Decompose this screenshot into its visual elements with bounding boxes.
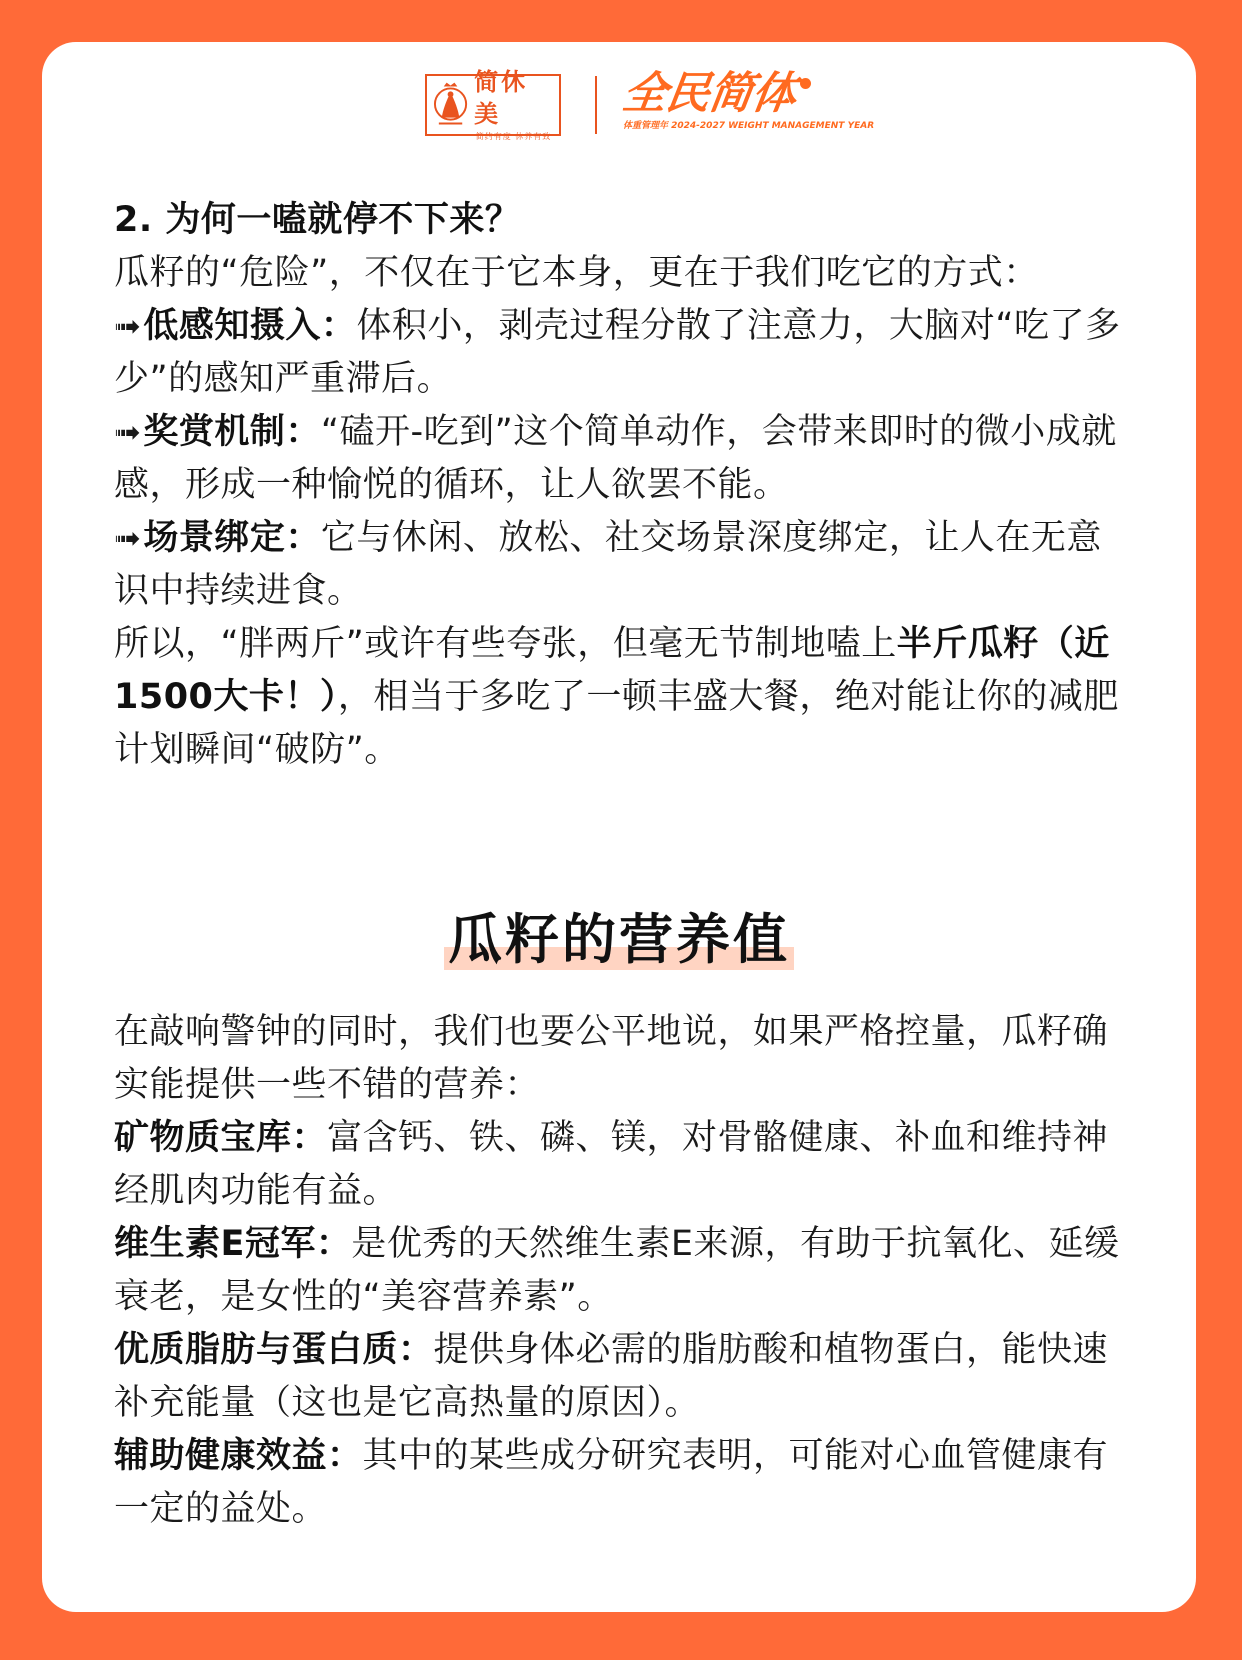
crown-emblem-icon <box>433 80 468 130</box>
list-item <box>114 406 1124 512</box>
logo-bar <box>42 67 1196 141</box>
list-item <box>114 1324 1124 1430</box>
item-text: 体积小，剥壳过程分散了注意力，大脑对“吃了多少”的感知严重滞后。 <box>114 306 1121 399</box>
arrow-right-icon: ➟ <box>114 307 142 345</box>
section-heading: 2. 为何一嗑就停不下来？ <box>114 200 521 240</box>
item-label: 矿物质宝库： <box>114 1118 328 1158</box>
item-label: 维生素E冠军： <box>114 1224 352 1264</box>
brand-a-slogan: 简约有度 休养有致 <box>475 132 552 141</box>
item-label: 优质脂肪与蛋白质： <box>114 1330 434 1370</box>
list-item <box>114 300 1124 406</box>
conclusion-paragraph: 所以，“胖两斤”或许有些夸张，但毫无节制地嗑上半斤瓜籽（近1500大卡！），相当于多吃了一顿丰盛大餐，绝对能让你的减肥计划瞬间“破防”。 <box>114 624 1119 770</box>
item-text: 提供身体必需的脂肪酸和植物蛋白，能快速补充能量（这也是它高热量的原因）。 <box>114 1330 1109 1423</box>
brand-a-name: 简休美 <box>474 67 529 128</box>
list-item <box>114 512 1124 618</box>
item-text: 富含钙、铁、磷、镁，对骨骼健康、补血和维持神经肌肉功能有益。 <box>114 1118 1109 1211</box>
arrow-right-icon: ➟ <box>114 519 142 557</box>
quanminjianti-logo <box>619 68 875 136</box>
conclusion-highlight: 半斤瓜籽（近1500大卡！） <box>114 624 1110 717</box>
jianxiumei-logo <box>425 67 561 141</box>
section-title-wrap <box>42 910 1196 970</box>
list-item <box>114 1112 1124 1218</box>
item-label: 辅助健康效益： <box>114 1436 363 1476</box>
section-title: 瓜籽的营养值 <box>444 910 794 970</box>
item-text: 其中的某些成分研究表明，可能对心血管健康有一定的益处。 <box>114 1436 1109 1529</box>
item-text: 是优秀的天然维生素E来源，有助于抗氧化、延缓衰老，是女性的“美容营养素”。 <box>114 1224 1120 1317</box>
section-intro: 瓜籽的“危险”，不仅在于它本身，更在于我们吃它的方式： <box>114 253 1039 293</box>
list-item <box>114 1430 1124 1536</box>
item-text: 它与休闲、放松、社交场景深度绑定，让人在无意识中持续进食。 <box>114 518 1102 611</box>
section-nutrition <box>114 1006 1124 1536</box>
logo-divider <box>595 76 597 134</box>
section-intro: 在敲响警钟的同时，我们也要公平地说，如果严格控量，瓜籽确实能提供一些不错的营养： <box>114 1012 1109 1105</box>
item-label: 场景绑定： <box>143 518 321 558</box>
item-text: “磕开-吃到”这个简单动作，会带来即时的微小成就感，形成一种愉悦的循环，让人欲罢不能。 <box>114 412 1117 505</box>
arrow-right-icon: ➟ <box>114 413 142 451</box>
list-item <box>114 1218 1124 1324</box>
article-card <box>42 42 1196 1612</box>
section-why-addictive <box>114 194 1124 777</box>
brand-b-sub: 体重管理年 2024-2027 WEIGHT MANAGEMENT YEAR <box>623 121 875 131</box>
item-label: 奖赏机制： <box>143 412 321 452</box>
brand-b-badge-icon <box>800 78 811 89</box>
brand-b-name: 全民简体 <box>619 68 799 119</box>
item-label: 低感知摄入： <box>143 306 357 346</box>
